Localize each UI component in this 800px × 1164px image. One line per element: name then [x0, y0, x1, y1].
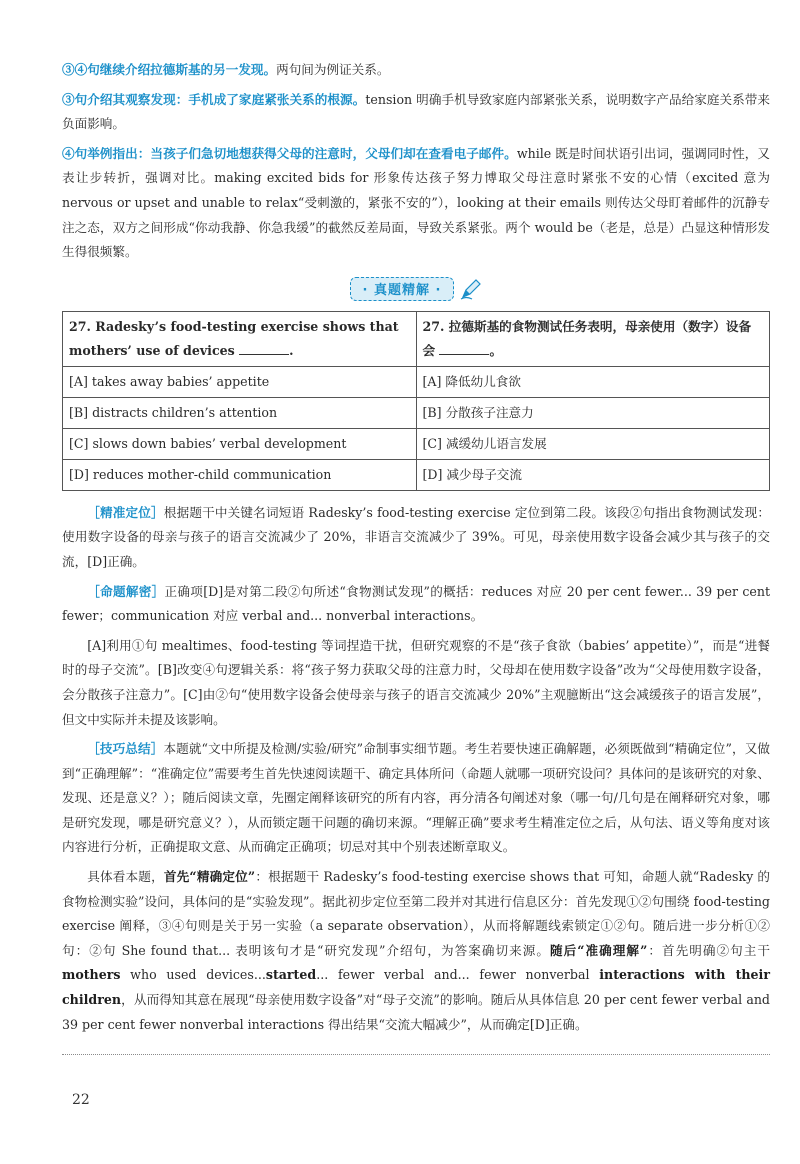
detail-text-1: 具体看本题，: [87, 869, 164, 885]
note-3-lead: ④句举例指出：当孩子们急切地想获得父母的注意时，父母们却在查看电子邮件。: [62, 145, 517, 161]
answer-blank: [439, 340, 489, 355]
note-2: [62, 88, 770, 137]
note-3-text: while 既是时间状语引出词，强调同时性，又表让步转折，强调对比。making excited bids for 形象传达孩子努力博取父母注意时紧张不安的心情（excited 意为 nervous or upset and unable to relax“受刺激的，紧张不安的”），looking at their emails 则传达父母盯着邮件的沉静专注之态，双方之间形成“你动我静、你急我缓”的截然反差局面，导致关系紧张。两个 would be（老是，总是）凸显这种情形发生得很频繁。: [62, 145, 771, 260]
option-row-d: [63, 459, 770, 490]
detail-text-3: ：首先明确②句主干: [647, 942, 770, 958]
option-row-c: [63, 428, 770, 459]
analysis-distractors: [A]利用①句 mealtimes、food-testing 等词捏造干扰，但研究观察的不是“孩子食欲（babies’ appetite）”，而是“进餐时的母子交流”。[B]改变④句逻辑关系：将“孩子努力获取父母的注意力时，父母却在使用数字设备”改为“父母使用数字设备，会分散孩子注意力”。[C]由②句“使用数字设备会使母亲与孩子的语言交流减少 20%”主观臆断出“这会减缓孩子的语言发展”，但文中实际并未提及该影响。: [62, 637, 770, 727]
tag-skills: ［技巧总结］: [87, 741, 164, 757]
analysis-decode-text: 正确项[D]是对第二段②句所述“食物测试发现”的概括：reduces 对应 20 per cent fewer... 39 per cent fewer；communication 对应 verbal and... nonverbal interactions。: [62, 583, 771, 624]
note-2-text: tension 明确手机导致家庭内部紧张关系，说明数字产品给家庭关系带来负面影响。: [62, 91, 771, 132]
note-2-lead: ③句介绍其观察发现：手机成了家庭紧张关系的根源。: [62, 91, 366, 107]
detail-bold-4: started: [265, 967, 317, 983]
option-a-zh: [A] 降低幼儿食欲: [416, 366, 770, 397]
detail-bold-2: 随后“准确理解”: [550, 942, 648, 958]
detail-text-6: ，从而得知其意在展现“母亲使用数字设备”对“母子交流”的影响。随后从具体信息 20 per cent fewer verbal and 39 per cent fewer nonverbal interactions 得出结果“交流大幅减少”，从而确定[D]正确。: [62, 992, 770, 1032]
page-number: 22: [72, 1092, 90, 1108]
analysis-locate: [62, 501, 770, 575]
note-3: [62, 142, 770, 265]
option-row-b: [63, 397, 770, 428]
detail-text-4: who used devices...: [120, 967, 266, 983]
tag-decode: ［命题解密］: [87, 583, 165, 599]
question-stem-en: [63, 311, 417, 366]
question-stem-en-end: .: [289, 342, 294, 358]
option-b-en: [B] distracts children’s attention: [63, 397, 417, 428]
analysis-detail: [62, 865, 770, 1037]
pen-icon: [460, 278, 482, 300]
detail-bold-3: mothers: [62, 967, 121, 983]
question-stem-row: [63, 311, 770, 366]
section-banner-row: [62, 275, 770, 303]
detail-bold-5: interactions with their children: [62, 967, 770, 1008]
question-stem-zh-end: 。: [489, 342, 503, 358]
option-d-zh: [D] 减少母子交流: [416, 459, 770, 490]
question-table: [62, 311, 770, 491]
tag-locate: ［精准定位］: [87, 504, 164, 520]
option-c-en: [C] slows down babies’ verbal development: [63, 428, 417, 459]
question-stem-en-text: 27. Radesky’s food-testing exercise shows that mothers’ use of devices: [69, 318, 399, 358]
option-row-a: [63, 366, 770, 397]
option-a-en: [A] takes away babies’ appetite: [63, 366, 417, 397]
section-banner: · 真题精解 ·: [350, 277, 455, 301]
note-1-lead: ③④句继续介绍拉德斯基的另一发现。: [62, 62, 277, 77]
question-stem-zh-text: 27. 拉德斯基的食物测试任务表明，母亲使用（数字）设备会: [422, 318, 752, 358]
note-1-text: 两句间为例证关系。: [276, 62, 390, 77]
note-1: [62, 58, 770, 83]
detail-bold-1: 首先“精确定位”: [163, 869, 256, 885]
option-d-en: [D] reduces mother-child communication: [63, 459, 417, 490]
detail-text-5: ... fewer verbal and... fewer nonverbal: [316, 967, 600, 983]
analysis-decode: [62, 580, 770, 629]
analysis-skills-text: 本题就“文中所提及检测/实验/研究”命制事实细节题。考生若要快速正确解题，必须既做到“精确定位”，又做到“正确理解”：“准确定位”需要考生首先快速阅读题干、确定具体所问（命题人就哪一项研究设问？具体问的是该研究的对象、发现、还是意义？）；随后阅读文章，先圈定阐释该研究的所有内容，再分清各句阐述对象（哪一句/几句是在阐释研究对象，哪是研究发现，哪是研究意义？），从而锁定题干问题的确切来源。“理解正确”要求考生精准定位之后，从句法、语义等角度对该内容进行分析，正确提取文意、从而确定正确项；切忌对其中个别表述断章取义。: [62, 741, 771, 855]
option-b-zh: [B] 分散孩子注意力: [416, 397, 770, 428]
question-stem-zh: [416, 311, 770, 366]
answer-blank: [239, 340, 289, 355]
content-column: [62, 58, 770, 1042]
analysis-skills: [62, 737, 770, 860]
analysis-locate-text: 根据题干中关键名词短语 Radesky’s food-testing exercise 定位到第二段。该段②句指出食物测试发现：使用数字设备的母亲与孩子的语言交流减少了 20%，非语言交流减少了 39%。可见，母亲使用数字设备会减少其与孩子的交流，[D]正确。: [62, 504, 771, 569]
option-c-zh: [C] 减缓幼儿语言发展: [416, 428, 770, 459]
footer-divider: [62, 1054, 770, 1055]
detail-text-2: ：根据题干 Radesky’s food-testing exercise shows that 可知，命题人就“Radesky 的食物检测实验”设问，具体问的是“实验发现”。据此初步定位至第二段并对其进行信息区分：首先发现①②句围绕 food-testing exercise 阐释，③④句则是关于另一实验（a separate observation），从而将解题线索锁定①②句。随后进一步分析①②句：②句 She found that... 表明该句才是“研究发现”介绍句，为答案确切来源。: [62, 869, 770, 958]
